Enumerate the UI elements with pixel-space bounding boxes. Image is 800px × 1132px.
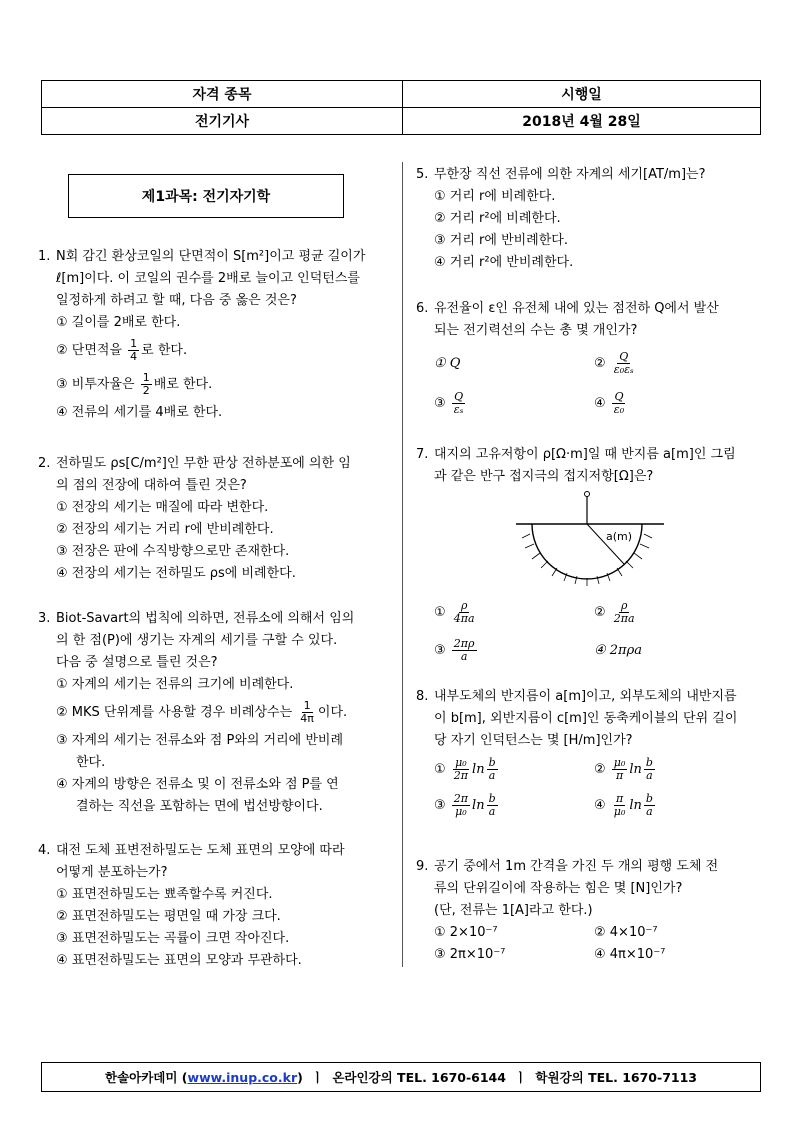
column-divider bbox=[402, 162, 403, 967]
exam-date: 2018년 4월 28일 bbox=[403, 108, 761, 135]
footer bbox=[41, 1062, 761, 1092]
option-4: ④ 전장의 세기는 전하밀도 ρs에 비례한다. bbox=[56, 566, 296, 581]
option-3: ③ 2π×10⁻⁷ bbox=[434, 947, 506, 962]
option-1: ① $\frac{\rho}{4\pi a}$ bbox=[434, 599, 475, 625]
option-3: ③ $\frac{2\pi\rho}{a}$ bbox=[434, 637, 475, 663]
option-4: ④ 거리 r²에 반비례한다. bbox=[434, 255, 574, 270]
option-3: ③ $\frac{2\pi}{\text{μ₀}}$ ln $\frac{b}{a}$ bbox=[434, 792, 496, 818]
question-stem: ℓ[m]이다. 이 코일의 권수를 2배로 늘이고 인덕턴스를 bbox=[56, 271, 360, 286]
footer-academy: 한솔아카데미 ( bbox=[105, 1070, 188, 1085]
question-5: 5. 무한장 직선 전류에 의한 자계의 세기[AT/m]는? ① 거리 r에 비례한다. ② 거리 r²에 비례한다. ③ 거리 r에 반비례한다. ④ 거리 r²에 반비례한다. bbox=[416, 164, 766, 274]
question-6: 6. 유전율이 ε인 유전체 내에 있는 점전하 Q에서 발산 되는 전기력선의 수는 총 몇 개인가? ① Q ② $\frac{Q}{\text{ε₀εₛ}}$ ③ $\frac{Q}{\text{εₛ}}$ ④ $\frac{Q}{\text{ε₀}}$ bbox=[416, 298, 766, 424]
header-col1-label: 자격 종목 bbox=[42, 81, 403, 108]
option-1: ① 길이를 2배로 한다. bbox=[56, 315, 181, 330]
option-2: ② MKS 단위계를 사용할 경우 비례상수는 $\frac{1}{4\pi}$ 이다. bbox=[56, 699, 348, 725]
option-3: ③ $\frac{Q}{\text{εₛ}}$ bbox=[434, 390, 464, 416]
option-1: ① 거리 r에 비례한다. bbox=[434, 189, 556, 204]
option-4: ④ 4π×10⁻⁷ bbox=[594, 947, 666, 962]
option-4: ④ 자계의 방향은 전류소 및 이 전류소와 점 P를 연 bbox=[56, 777, 339, 792]
option-3: ③ 거리 r에 반비례한다. bbox=[434, 233, 568, 248]
exam-header-table bbox=[41, 80, 761, 135]
option-3: ③ 표면전하밀도는 곡률이 크면 작아진다. bbox=[56, 931, 290, 946]
question-stem: 일정하게 하려고 할 때, 다음 중 옳은 것은? bbox=[56, 293, 297, 308]
option-1: ① 자계의 세기는 전류의 크기에 비례한다. bbox=[56, 677, 294, 692]
option-4: ④ $\frac{Q}{\text{ε₀}}$ bbox=[594, 390, 625, 416]
option-1: ① Q bbox=[434, 356, 461, 371]
question-4: 4. 대전 도체 표변전하밀도는 도체 표면의 모양에 따라 어떻게 분포하는가? ① 표면전하밀도는 뾰족할수록 커진다. ② 표면전하밀도는 평면일 때 가장 크다. ③ 표면전하밀도는 곡률이 크면 작아진다. ④ 표면전하밀도는 표면의 모양과 무관하다. bbox=[38, 840, 388, 972]
hemisphere-electrode-figure bbox=[512, 490, 672, 590]
option-1: ① 표면전하밀도는 뾰족할수록 커진다. bbox=[56, 887, 273, 902]
footer-contact: ) ㅣ 온라인강의 TEL. 1670-6144 ㅣ 학원강의 TEL. 1670-7113 bbox=[297, 1070, 697, 1085]
option-3: ③ 자계의 세기는 전류소와 점 P와의 거리에 반비례 bbox=[56, 733, 344, 748]
option-2: ② $\frac{Q}{\text{ε₀εₛ}}$ bbox=[594, 350, 634, 376]
question-stem: N회 감긴 환상코일의 단면적이 S[m²]이고 평균 길이가 bbox=[56, 249, 366, 264]
option-3: ③ 비투자율은 $\frac{1}{2}$ 배로 한다. bbox=[56, 371, 213, 397]
question-3: 3. Biot-Savart의 법칙에 의하면, 전류소에 의해서 임의 의 한 점(P)에 생기는 자계의 세기를 구할 수 있다. 다음 중 설명으로 틀린 것은? ① 자계의 세기는 전류의 크기에 비례한다. ② MKS 단위계를 사용할 경우 비례상수는 $\frac{1}{4\pi}$ 이다. ③ 자계의 세기는 전류소와 점 P와의 거리에 반비례 한다. ④ 자계의 방향은 전류소 및 이 전류소와 점 P를 연 결하는 직선을 포함하는 면에 법선방향이다. bbox=[38, 608, 388, 818]
option-2: ② 전장의 세기는 거리 r에 반비례한다. bbox=[56, 522, 274, 537]
option-1: ① $\frac{\text{μ₀}}{2\pi}$ ln $\frac{b}{a}$ bbox=[434, 756, 496, 782]
option-2: ② 4×10⁻⁷ bbox=[594, 925, 658, 940]
option-4: ④ 2πρa bbox=[594, 643, 642, 658]
option-1: ① 전장의 세기는 매질에 따라 변한다. bbox=[56, 500, 269, 515]
option-4: ④ 표면전하밀도는 표면의 모양과 무관하다. bbox=[56, 953, 302, 968]
question-7-options bbox=[416, 594, 766, 670]
option-4: ④ $\frac{\pi}{\text{μ₀}}$ ln $\frac{b}{a}$ bbox=[594, 792, 653, 818]
option-2: ② 거리 r²에 비례한다. bbox=[434, 211, 561, 226]
option-2: ② $\frac{\text{μ₀}}{\pi}$ ln $\frac{b}{a}$ bbox=[594, 756, 653, 782]
option-4: ④ 전류의 세기를 4배로 한다. bbox=[56, 405, 223, 420]
question-2: 2. 전하밀도 ρs[C/m²]인 무한 판상 전하분포에 의한 임 의 점의 전장에 대하여 틀린 것은? ① 전장의 세기는 매질에 따라 변한다. ② 전장의 세기는 거리 r에 반비례한다. ③ 전장은 판에 수직방향으로만 존재한다. ④ 전장의 세기는 전하밀도 ρs에 비례한다. bbox=[38, 453, 388, 585]
footer-url-link[interactable]: www.inup.co.kr bbox=[187, 1069, 298, 1085]
option-2: ② $\frac{\rho}{2\pi a}$ bbox=[594, 599, 635, 625]
option-2: ② 단면적을 $\frac{1}{4}$ 로 한다. bbox=[56, 337, 188, 363]
header-col2-label: 시행일 bbox=[403, 81, 761, 108]
question-8: 8. 내부도체의 반지름이 a[m]이고, 외부도체의 내반지름 이 b[m], 외반지름이 c[m]인 동축케이블의 단위 길이 당 자기 인덕턴스는 몇 [H/m]인가? ① $\frac{\text{μ₀}}{2\pi}$ ln $\frac{b}{a}$ ② $\frac{\text{μ₀}}{\pi}$ ln $\frac{b}{a}$ ③ $\frac{2\pi}{\text{μ₀}}$ ln $\frac{b}{a}$ ④ $\frac{\pi}{\text{μ₀}}$ ln $\frac{b}{a}$ bbox=[416, 686, 766, 824]
question-9: 9. 공기 중에서 1m 간격을 가진 두 개의 평행 도체 전 류의 단위길이에 작용하는 힘은 몇 [N]인가? (단, 전류는 1[A]라고 한다.) ① 2×10⁻⁷ ② 4×10⁻⁷ ③ 2π×10⁻⁷ ④ 4π×10⁻⁷ bbox=[416, 856, 766, 966]
subject-title: 제1과목: 전기자기학 bbox=[68, 174, 344, 218]
radius-label: a(m) bbox=[606, 530, 633, 543]
exam-name: 전기기사 bbox=[42, 108, 403, 135]
option-3: ③ 전장은 판에 수직방향으로만 존재한다. bbox=[56, 544, 290, 559]
question-1 bbox=[38, 246, 388, 424]
question-7: 7. 대지의 고유저항이 ρ[Ω·m]일 때 반지름 a[m]인 그림 과 같은 반구 접지극의 접지저항[Ω]은? bbox=[416, 447, 736, 484]
option-2: ② 표면전하밀도는 평면일 때 가장 크다. bbox=[56, 909, 281, 924]
question-number: 1. bbox=[38, 249, 51, 264]
option-1: ① 2×10⁻⁷ bbox=[434, 925, 498, 940]
